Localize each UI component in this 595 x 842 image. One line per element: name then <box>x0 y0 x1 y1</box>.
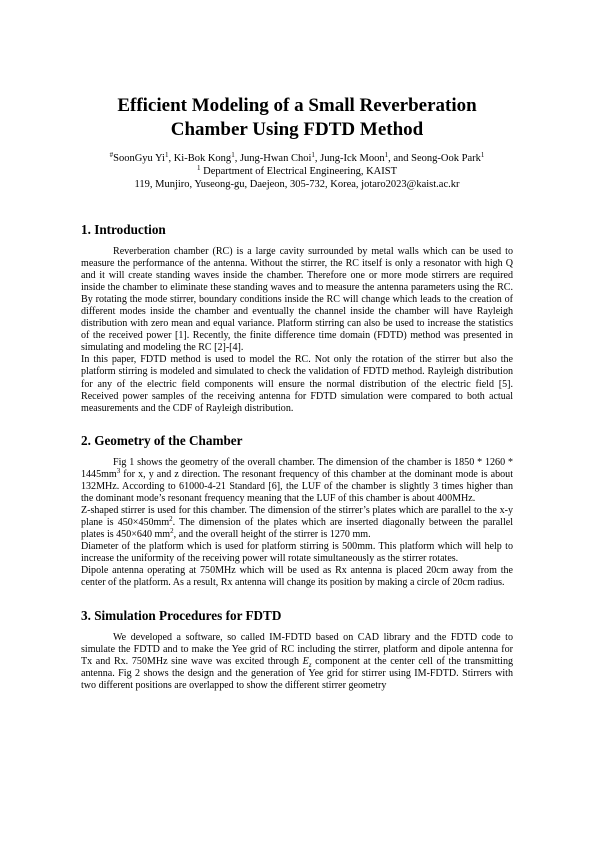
affiliation-text: Department of Electrical Engineering, KAIST <box>203 166 397 177</box>
corresponding-mark: # <box>109 151 114 159</box>
geometry-text: Fig 1 shows the geometry of the overall chamber. The dimension of the chamber is 1850 * 1260 * 1445mm <box>81 456 513 480</box>
field-variable-subscript: z <box>308 661 312 670</box>
section-gap <box>81 415 513 433</box>
author-name: Ki-Bok Kong <box>173 153 232 164</box>
intro-paragraph-1: Reverberation chamber (RC) is a large cavity surrounded by metal walls which can be used to measure the performance of the antenna. Without the stirrer, the RC itself is only a resonator with high Q and it will create standing waves inside the chamber. Therefore one or more mode stirrers are required inside the chamber to eliminate these standing waves and to measure the antenna parameters using the RC. By rotating the mode stirrer, boundary conditions inside the RC will change which leads to the creation of different modes inside the chamber and eventually the channel inside the chamber will have Rayleigh distribution with zero mean and equal variance. Platform stirring can also be used to increase the statistics of the received power [1]. Recently, the finite difference time domain (FDTD) method was presented in simulating and modeling the RC [2]-[4]. <box>81 246 513 354</box>
geometry-text: for x, y and z direction. The resonant frequency of this chamber at the dominant mode is about 132MHz. According to 61000-4-21 Standard [6], the LUF of the chamber is slightly 3 times higher than the dominant mode’s resonant frequency meaning that the LUF of this chamber is about 400MHz. <box>81 468 513 504</box>
geometry-paragraph-2 <box>81 505 513 541</box>
section-heading-geometry: 2. Geometry of the Chamber <box>81 432 243 448</box>
author-affiliation-index: 1 <box>231 151 235 159</box>
paper-title <box>81 94 513 142</box>
simulation-text: component at the center cell of the transmitting antenna. Fig 2 shows the design and the generation of Yee grid for stirrer using IM-FDTD. Stirrers with two different positions are overlapped to show the different stirrer geometry <box>81 656 513 692</box>
geometry-paragraph-1 <box>81 457 513 505</box>
affiliation-index: 1 <box>196 164 201 172</box>
geometry-text: , and the overall height of the stirrer is 1270 mm. <box>173 528 371 540</box>
affiliation <box>81 165 513 178</box>
geometry-text: . The dimension of the plates which are inserted diagonally between the parallel plates is 450×640 mm <box>81 516 513 540</box>
intro-paragraph-2: In this paper, FDTD method is used to model the RC. Not only the rotation of the stirrer but also the platform stirring is modeled and simulated to check the validation of FDTD method. Rayleigh distribution for any of the electric field components will ensure the normal distribution of the electric field [5]. Received power samples of the receiving antenna for FDTD simulation were compared to both actual measurements and the CDF of Rayleigh distribution. <box>81 354 513 414</box>
unit-exponent: 2 <box>170 526 174 535</box>
author-affiliation-index: 1 <box>384 151 389 159</box>
unit-exponent: 2 <box>169 514 173 523</box>
author-name: and Seong-Ook Park <box>393 153 481 164</box>
field-variable: E <box>302 656 309 668</box>
unit-exponent: 3 <box>116 466 121 475</box>
geometry-paragraph-3: Diameter of the platform which is used for platform stirring is 500mm. This platform which will help to increase the uniformity of the receiving power will rotate simultaneously as the stirrer rotates. <box>81 540 513 565</box>
simulation-text: We developed a software, so called IM-FDTD based on CAD library and the FDTD code to simulate the FDTD and to make the Yee grid of RC including the stirrer, platform and dipole antenna for Tx and Rx. 750MHz sine wave was excited through <box>81 632 513 668</box>
author-affiliation-index: 1 <box>480 151 485 159</box>
author-list: #SoonGyu Yi$^1$, Ki-Bok Kong$^1$, Jung-Hwan Choi$^1$, Jung-Ick Moon$^1$, and Seong-Ook Park$^1$ <box>109 151 485 164</box>
title-line-2: Chamber Using FDTD Method <box>170 119 424 140</box>
geometry-text: Z-shaped stirrer is used for this chamber. The dimension of the stirrer’s plates which are parallel to the x-y plane is 450×450mm <box>81 504 513 528</box>
section-gap <box>81 589 513 608</box>
section-heading-simulation: 3. Simulation Procedures for FDTD <box>81 608 282 624</box>
title-line-1: Efficient Modeling of a Small Reverberation <box>117 95 477 116</box>
author-name: Jung-Hwan Choi <box>239 153 312 164</box>
author-name: Jung-Ick Moon <box>320 153 385 164</box>
address: 119, Munjiro, Yuseong-gu, Daejeon, 305-732, Korea, jotaro2023@kaist.ac.kr <box>134 179 460 190</box>
author-name: SoonGyu Yi <box>113 153 165 164</box>
author-affiliation-index: 1 <box>164 151 169 159</box>
author-affiliation-index: 1 <box>311 151 315 159</box>
section-heading-introduction: 1. Introduction <box>81 222 166 237</box>
paper-page <box>81 94 513 692</box>
simulation-paragraph-1 <box>81 632 513 692</box>
geometry-paragraph-4: Dipole antenna operating at 750MHz which will be used as Rx antenna is placed 20cm away from the center of the platform. As a result, Rx antenna will change its position by making a circle of 20cm radius. <box>81 565 513 589</box>
